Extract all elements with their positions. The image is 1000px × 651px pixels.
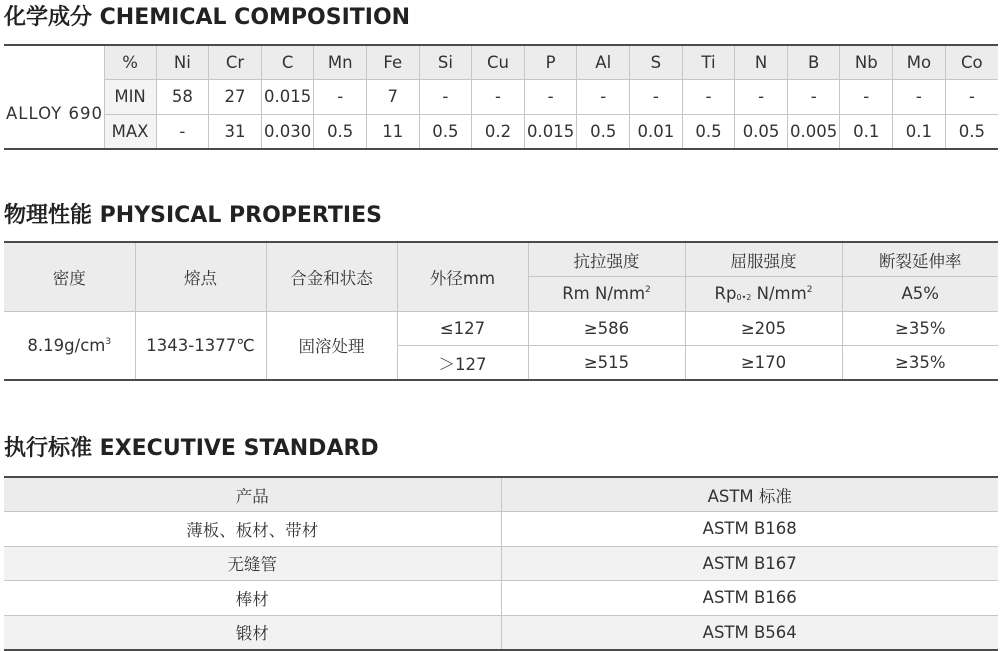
min-value: 58 (156, 80, 209, 115)
percent-header: % (104, 45, 156, 80)
standard-row (4, 615, 998, 650)
max-value: 0.1 (893, 114, 946, 149)
element-header: Cu (472, 45, 525, 80)
min-value: - (945, 80, 998, 115)
density-header: 密度 (4, 242, 135, 311)
max-value: 31 (209, 114, 262, 149)
max-value: 0.5 (419, 114, 472, 149)
alloy-name: ALLOY 690 (4, 80, 104, 149)
max-label: MAX (104, 114, 156, 149)
product-name: 无缝管 (4, 546, 501, 581)
min-label: MIN (104, 80, 156, 115)
astm-code: ASTM B167 (501, 546, 998, 581)
max-value: 0.5 (577, 114, 630, 149)
element-header: Mn (314, 45, 367, 80)
tensile-value: ≥515 (528, 346, 685, 381)
min-value: 7 (367, 80, 420, 115)
yield-value: ≥205 (685, 311, 842, 346)
astm-code: ASTM B564 (501, 615, 998, 650)
min-value: 0.015 (261, 80, 314, 115)
chemical-max-row (4, 114, 998, 149)
element-header: Cr (209, 45, 262, 80)
product-name: 锻材 (4, 615, 501, 650)
element-header: Al (577, 45, 630, 80)
max-value: 0.015 (524, 114, 577, 149)
product-name: 棒材 (4, 581, 501, 616)
yield-unit: $Rp_{0•2}$ $N/mm^2$ (685, 277, 842, 312)
executive-standard-title: 执行标准 EXECUTIVE STANDARD (4, 436, 379, 461)
physical-properties-table (4, 241, 998, 381)
alloy-state-header: 合金和状态 (266, 242, 397, 311)
executive-standard-table (4, 476, 998, 651)
elongation-header: 断裂延伸率 (842, 242, 998, 277)
melting-point-value: 1343-1377℃ (135, 311, 266, 380)
element-header: Ti (682, 45, 735, 80)
physical-header-row (4, 242, 998, 277)
max-value: - (156, 114, 209, 149)
min-value: - (840, 80, 893, 115)
yield-value: ≥170 (685, 346, 842, 381)
min-value: - (787, 80, 840, 115)
element-header: Fe (367, 45, 420, 80)
element-header: S (630, 45, 683, 80)
min-value: - (630, 80, 683, 115)
min-value: - (472, 80, 525, 115)
max-value: 0.030 (261, 114, 314, 149)
max-value: 0.1 (840, 114, 893, 149)
standard-row (4, 512, 998, 547)
max-value: 0.5 (945, 114, 998, 149)
max-value: 0.005 (787, 114, 840, 149)
element-header: B (787, 45, 840, 80)
min-value: - (577, 80, 630, 115)
corner-cell (4, 45, 104, 80)
element-header: P (524, 45, 577, 80)
diameter-value: ＞127 (397, 346, 528, 381)
chemical-min-row (4, 80, 998, 115)
max-value: 0.5 (314, 114, 367, 149)
standard-row (4, 546, 998, 581)
diameter-value: ≤127 (397, 311, 528, 346)
diameter-header: 外径mm (397, 242, 528, 311)
standard-header-row (4, 477, 998, 512)
yield-strength-header: 屈服强度 (685, 242, 842, 277)
element-header: Si (419, 45, 472, 80)
tensile-strength-header: 抗拉强度 (528, 242, 685, 277)
max-value: 0.5 (682, 114, 735, 149)
min-value: - (524, 80, 577, 115)
astm-header: ASTM 标准 (501, 477, 998, 512)
min-value: - (314, 80, 367, 115)
min-value: - (419, 80, 472, 115)
min-value: 27 (209, 80, 262, 115)
product-header: 产品 (4, 477, 501, 512)
max-value: 0.05 (735, 114, 788, 149)
max-value: 0.2 (472, 114, 525, 149)
element-header: C (261, 45, 314, 80)
min-value: - (893, 80, 946, 115)
min-value: - (735, 80, 788, 115)
product-name: 薄板、板材、带材 (4, 512, 501, 547)
melting-point-header: 熔点 (135, 242, 266, 311)
chemical-composition-title: 化学成分 CHEMICAL COMPOSITION (4, 5, 411, 30)
elongation-unit: A5% (842, 277, 998, 312)
elongation-value: ≥35% (842, 346, 998, 381)
physical-properties-title: 物理性能 PHYSICAL PROPERTIES (4, 203, 382, 228)
alloy-state-value: 固溶处理 (266, 311, 397, 380)
astm-code: ASTM B168 (501, 512, 998, 547)
max-value: 0.01 (630, 114, 683, 149)
element-header: Ni (156, 45, 209, 80)
density-value: $8.19g/cm^3$ (4, 311, 135, 380)
max-value: 11 (367, 114, 420, 149)
physical-data-row (4, 311, 998, 346)
tensile-unit: Rm $N/mm^2$ (528, 277, 685, 312)
chemical-composition-table (4, 44, 998, 150)
element-header: Nb (840, 45, 893, 80)
elongation-value: ≥35% (842, 311, 998, 346)
standard-row (4, 581, 998, 616)
min-value: - (682, 80, 735, 115)
element-header: N (735, 45, 788, 80)
chemical-header-row (4, 45, 998, 80)
tensile-value: ≥586 (528, 311, 685, 346)
astm-code: ASTM B166 (501, 581, 998, 616)
element-header: Mo (893, 45, 946, 80)
element-header: Co (945, 45, 998, 80)
